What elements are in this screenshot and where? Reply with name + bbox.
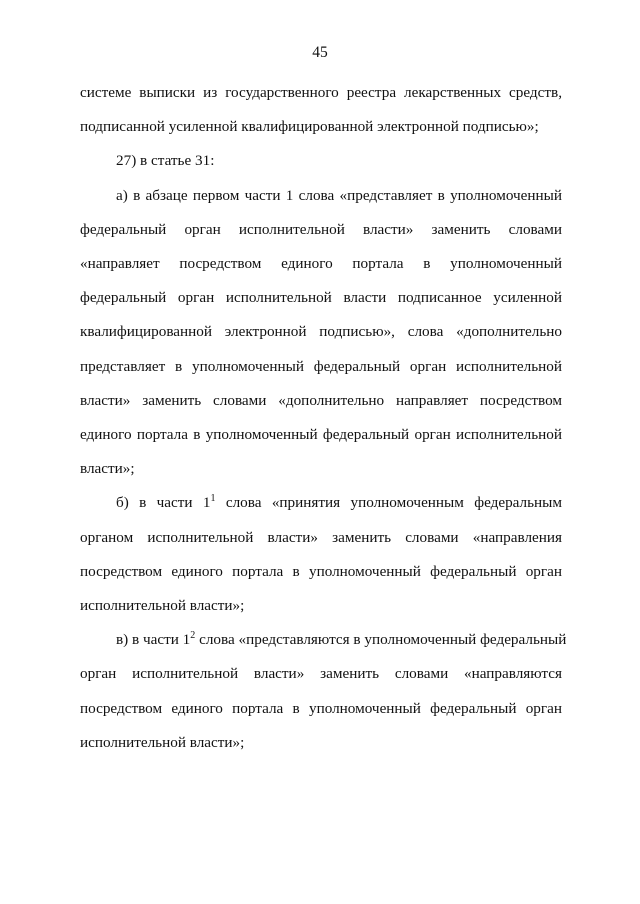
text-line: представляет в уполномоченный федеральный орган исполнительной xyxy=(80,357,562,375)
text-line: «направляет посредством единого портала в уполномоченный xyxy=(80,255,562,273)
superscript: 2 xyxy=(190,630,196,642)
document-body xyxy=(80,76,567,760)
superscript: 1 xyxy=(210,493,216,505)
text-fragment: слова «принятия уполномоченным федеральным xyxy=(215,494,562,512)
text-line: исполнительной власти»; xyxy=(80,733,245,751)
page-number: 45 xyxy=(312,44,328,61)
text-line: орган исполнительной власти» заменить словами «направляются xyxy=(80,665,562,683)
text-line: власти» заменить словами «дополнительно направляет посредством xyxy=(80,391,562,409)
text-line: власти»; xyxy=(80,460,135,478)
text-fragment: слова «представляются в уполномоченный федеральный xyxy=(195,631,567,649)
text-line: федеральный орган исполнительной власти подписанное усиленной xyxy=(80,289,562,307)
text-line xyxy=(80,623,567,657)
text-line: исполнительной власти»; xyxy=(80,597,245,615)
text-line: федеральный орган исполнительной власти» заменить словами xyxy=(80,220,562,238)
text-line: единого портала в уполномоченный федеральный орган исполнительной xyxy=(80,426,562,444)
text-line: квалифицированной электронной подписью», слова «дополнительно xyxy=(80,323,562,341)
text-line: 27) в статье 31: xyxy=(116,152,215,170)
text-line: органом исполнительной власти» заменить словами «направления xyxy=(80,528,562,546)
text-line: системе выписки из государственного реестра лекарственных средств, xyxy=(80,84,562,101)
paragraph-subitem-a xyxy=(80,179,562,487)
paragraph-subitem-b xyxy=(80,486,562,623)
paragraph-subitem-v xyxy=(80,623,567,760)
text-line: а) в абзаце первом части 1 слова «представляет в уполномоченный xyxy=(116,186,562,204)
text-line: посредством единого портала в уполномоченный федеральный орган xyxy=(80,562,562,580)
text-fragment: б) в части 1 xyxy=(116,494,211,512)
text-fragment: в) в части 1 xyxy=(116,631,191,649)
text-line: подписанной усиленной квалифицированной электронной подписью»; xyxy=(80,118,539,136)
paragraph-item-27 xyxy=(80,144,562,178)
text-line xyxy=(80,486,562,520)
text-line: посредством единого портала в уполномоченный федеральный орган xyxy=(80,699,562,717)
paragraph-continuation xyxy=(80,76,562,144)
